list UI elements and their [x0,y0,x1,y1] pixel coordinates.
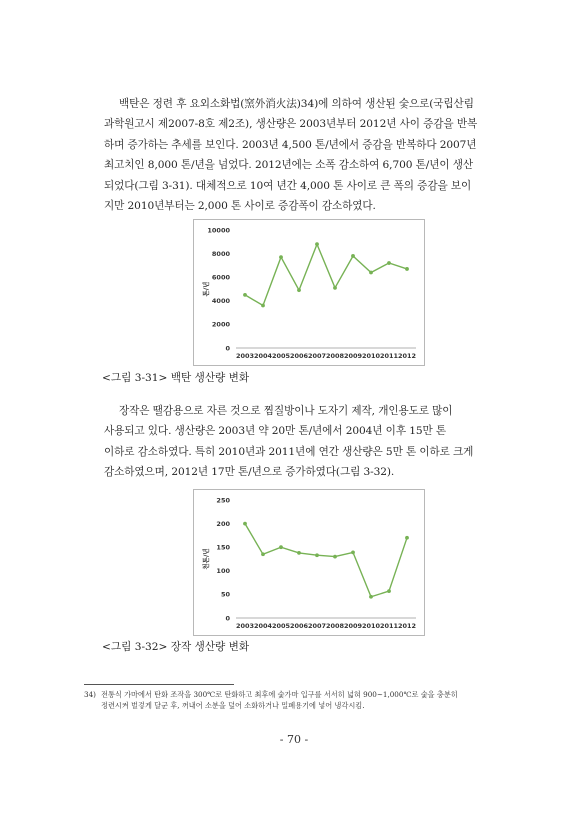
y-tick-label: 100 [216,567,230,576]
text-line: 하며 증가하는 추세를 보인다. 2003년 4,500 톤/년에서 증감을 반복하다 2007년 [104,138,477,151]
x-tick-label: 2006 [289,352,309,360]
figure-caption-3-31: <그림 3-31> 백탄 생산량 변화 [102,372,250,384]
x-tick-label: 2012 [397,622,417,630]
paragraph-charcoal [104,94,484,216]
data-point [279,545,283,549]
x-tick-label: 2004 [253,622,273,630]
chart-white-charcoal-production [193,219,425,366]
data-point [243,522,247,526]
text-line: 되었다(그림 3-31). 대체적으로 10여 년간 4,000 톤 사이로 큰 폭의 증감을 보이 [104,179,472,192]
data-point [387,589,391,593]
x-tick-label: 2009 [343,352,363,360]
x-tick-label: 2010 [361,622,381,630]
x-tick-label: 2003 [235,622,255,630]
y-tick-label: 200 [216,519,230,528]
x-tick-label: 2008 [325,622,345,630]
x-tick-label: 2004 [253,352,273,360]
footnote-34 [84,689,504,711]
data-point [333,555,337,559]
text-line: 지만 2010년부터는 2,000 톤 사이로 증감폭이 감소하였다. [104,200,376,213]
x-tick-label: 2011 [379,622,399,630]
footnote-number: 34) [84,690,96,699]
y-tick-label: 6000 [211,273,230,282]
text-line: 장작은 땔감용으로 자른 것으로 찜질방이나 도자기 제작, 개인용도로 많이 [119,405,453,417]
data-point [315,242,319,246]
data-point [369,595,373,599]
data-point [261,304,265,308]
footnote-line: 전통식 가마에서 탄화 조작을 300℃로 탄화하고 최후에 숯가마 입구를 서서히 넓혀 900~1,000℃로 숯을 충분히 [101,690,458,699]
x-tick-label: 2009 [343,622,363,630]
data-point [351,254,355,258]
chart-svg [194,490,424,635]
y-axis-label: 천톤/년 [202,548,210,570]
text-line: 최고치인 8,000 톤/년을 넘었다. 2012년에는 소폭 감소하여 6,700 톤/년이 생산 [104,159,474,172]
x-tick-label: 2005 [271,352,291,360]
y-axis-label: 톤/년 [202,281,210,297]
data-point [369,271,373,275]
chart-svg [194,220,424,365]
y-tick-label: 50 [220,590,230,599]
chart-firewood-production [193,489,425,636]
y-tick-label: 0 [225,614,230,623]
data-point [351,550,355,554]
data-point [297,288,301,292]
y-tick-label: 150 [216,543,230,552]
footnote-divider [84,684,234,685]
text-line: 사용되고 있다. 생산량은 2003년 약 20만 톤/년에서 2004년 이후 15만 톤 [104,425,447,438]
text-line: 과학원고시 제2007-8호 제2조), 생산량은 2003년부터 2012년 사이 증감을 반복 [104,118,478,131]
series-line [245,244,407,305]
figure-caption-3-32: <그림 3-32> 장작 생산량 변화 [102,641,250,653]
text-line: 이하로 감소하였다. 특히 2010년과 2011년에 연간 생산량은 5만 톤 이하로 크게 [104,445,474,458]
data-point [243,293,247,297]
x-tick-label: 2008 [325,352,345,360]
x-tick-label: 2006 [289,622,309,630]
data-point [405,267,409,271]
x-tick-label: 2007 [307,622,327,630]
text-line: 감소하였으며, 2012년 17만 톤/년으로 증가하였다(그림 3-32). [104,466,395,479]
x-tick-label: 2010 [361,352,381,360]
page-number: - 70 - [279,733,309,746]
y-tick-label: 10000 [207,226,230,235]
data-point [387,261,391,265]
x-tick-label: 2011 [379,352,399,360]
data-point [315,553,319,557]
text-line: 백탄은 정련 후 요외소화법(窯外消火法)34)에 의하여 생산된 숯으로(국립산림 [119,98,474,110]
y-tick-label: 2000 [211,320,230,329]
data-point [297,551,301,555]
data-point [333,286,337,290]
y-tick-label: 250 [216,496,230,505]
x-tick-label: 2005 [271,622,291,630]
paragraph-firewood [104,401,484,483]
x-tick-label: 2012 [397,352,417,360]
y-tick-label: 4000 [211,297,230,306]
data-point [405,536,409,540]
y-tick-label: 0 [225,344,230,353]
footnote-line: 정련시켜 벌겋게 달군 후, 꺼내어 소분을 덮어 소화하거나 밀폐용기에 넣어 냉각시킴. [101,701,365,710]
x-tick-label: 2003 [235,352,255,360]
y-tick-label: 8000 [211,249,230,258]
data-point [261,552,265,556]
data-point [279,255,283,259]
series-line [245,524,407,597]
x-tick-label: 2007 [307,352,327,360]
